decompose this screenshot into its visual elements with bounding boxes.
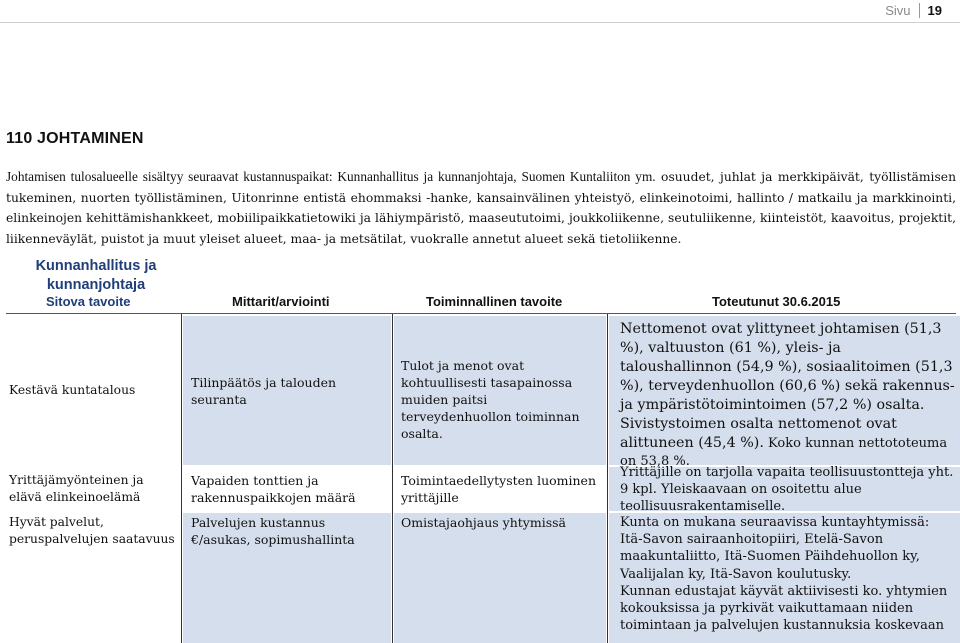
header-divider bbox=[0, 22, 960, 23]
row3-operational-goal: Omistajaohjaus yhtymissä bbox=[401, 515, 566, 530]
row1-realized-main: Nettomenot ovat ylittyneet johtamisen (51,3 %), valtuuston (61 %), yleis- ja taloushallinnon (54,9 %), sosiaalitoimen (51,3 %), terveydenhuollon (60,6 %) sekä rakennus- ja ympäristötoimintoimen (57,2 %) osalta. Sivistystoimen osalta nettomenot ovat alittuneen (45,4 %). bbox=[620, 321, 955, 451]
section-heading: 110 JOHTAMINEN bbox=[6, 130, 144, 147]
column-rule bbox=[181, 314, 182, 643]
row2-realized-main: Yrittäjille on tarjolla vapaita teollisuustontteja yht. 9 kpl. bbox=[620, 465, 954, 497]
page-number: 19 bbox=[927, 2, 942, 18]
page-label: Sivu bbox=[885, 3, 919, 18]
row1-binding-goal: Kestävä kuntatalous bbox=[9, 383, 136, 397]
intro-sentence-2: osuudet, juhlat ja merkkipäivät, työllistämisen tukeminen, nuorten työllistäminen, Uitonrinne entistä ehommaksi -hanke, kansainvälinen yhteistyö, elinkeinotoimi, hallinto / matkailu ja markkinointi, elinkeinojen kehittämishankkeet, mobiilipaikkatietowiki ja lähiympäristö, maaseututoimi, joukkoliikenne, seutuliikenne, kiinteistöt, kaavoitus, projektit, liikenneväylät, puistot ja muut yleiset alueet, maa- ja metsätilat, vuokralle annetut alueet sekä tietoliikenne. bbox=[6, 170, 956, 246]
shade-opgoal-row3 bbox=[394, 513, 606, 643]
row1-metrics: Tilinpäätös ja talouden seuranta bbox=[191, 375, 337, 407]
row3-metrics: Palvelujen kustannus €/asukas, sopimushallinta bbox=[191, 515, 355, 547]
row2-realized-extra: Yleiskaavaan on osoitettu alue teollisuusrakentamiselle. bbox=[620, 482, 862, 514]
row2-realized bbox=[620, 464, 955, 515]
col-header-metrics: Mittarit/arviointi bbox=[232, 294, 330, 309]
row3-realized-main: Kunta on mukana seuraavissa kuntayhtymissä: Itä-Savon sairaanhoitopiiri, Etelä-Savon maakuntaliitto, Itä-Suomen Päihdehuollon ky, Vaalijalan ky, Itä-Savon koulutusky. bbox=[620, 515, 930, 582]
row2-binding-goal: Yrittäjämyönteinen ja elävä elinkeinoelämä bbox=[9, 473, 144, 504]
intro-paragraph bbox=[6, 167, 956, 249]
table-header-rule bbox=[6, 313, 956, 314]
column-rule bbox=[392, 314, 393, 643]
row2-operational-goal: Toimintaedellytysten luominen yrittäjille bbox=[401, 473, 596, 505]
row1-realized bbox=[620, 320, 955, 471]
row3-realized bbox=[620, 514, 955, 634]
row3-binding-goal: Hyvät palvelut, peruspalvelujen saatavuus bbox=[9, 515, 175, 546]
row1-operational-goal: Tulot ja menot ovat kohtuullisesti tasapainossa muiden paitsi terveydenhuollon toiminnan osalta. bbox=[401, 358, 580, 441]
col-header-binding-goal: Sitova tavoite bbox=[46, 294, 131, 309]
row1-realized-extra: Koko kunnan nettototeuma on 53,8 %. bbox=[620, 436, 948, 469]
row3-realized-extra: Kunnan edustajat käyvät aktiivisesti ko. yhtymien kokouksissa ja pyrkivät vaikuttamaan niiden toimintaan ja palvelujen kustannuksia koskevaan bbox=[620, 583, 948, 634]
table-section-title: Kunnanhallitus ja kunnanjohtaja bbox=[35, 258, 157, 293]
col-header-realized: Toteutunut 30.6.2015 bbox=[712, 294, 841, 309]
column-rule bbox=[607, 314, 608, 643]
col-header-operational-goal: Toiminnallinen tavoite bbox=[426, 294, 563, 309]
intro-sentence-1: Johtamisen tulosalueelle sisältyy seuraavat kustannuspaikat: Kunnanhallitus ja kunnanjohtaja, Suomen Kuntaliiton ym. bbox=[6, 169, 656, 184]
page-header bbox=[885, 0, 960, 20]
row2-metrics: Vapaiden tonttien ja rakennuspaikkojen määrä bbox=[191, 473, 356, 505]
